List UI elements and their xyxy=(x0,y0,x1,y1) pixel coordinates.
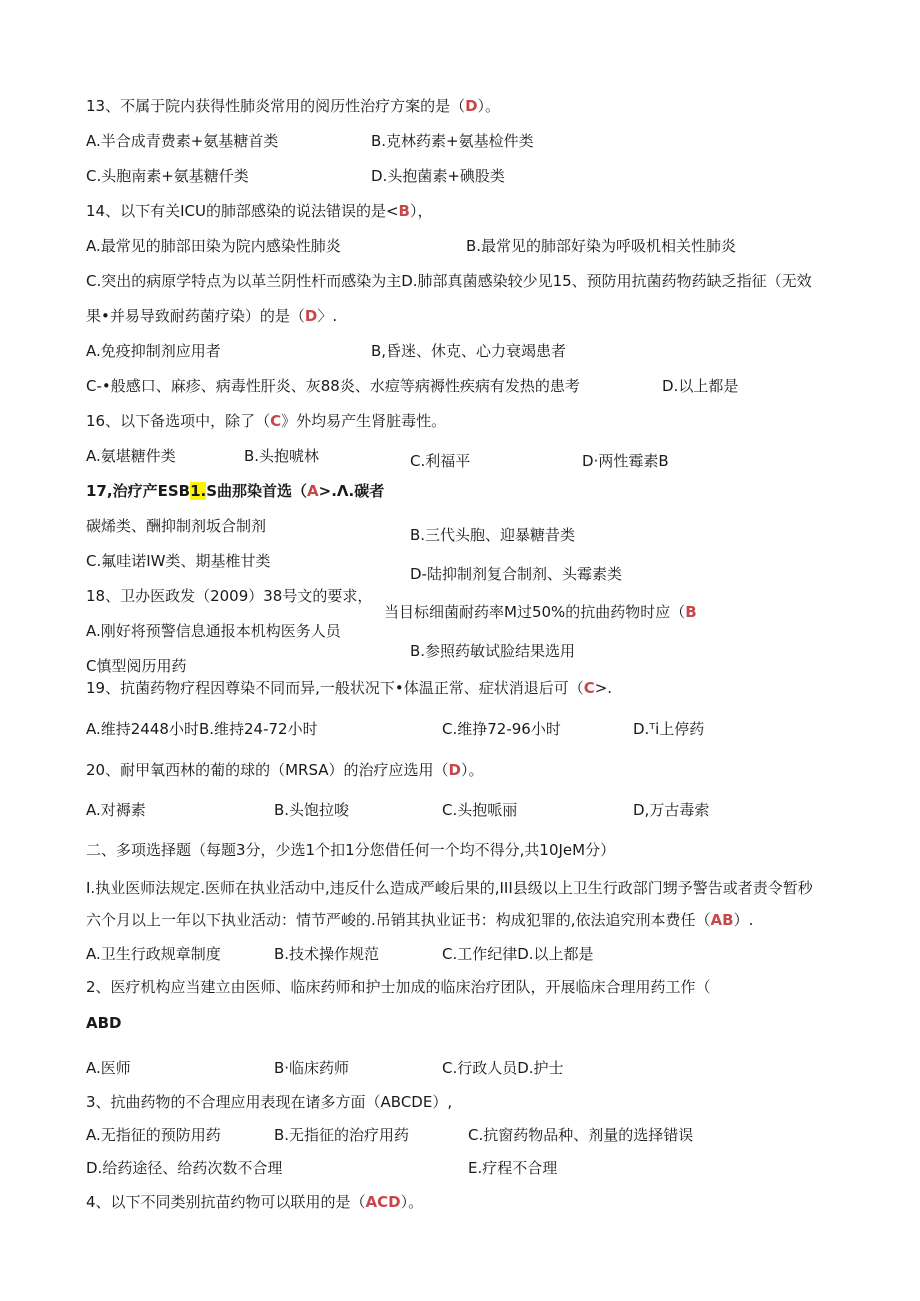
answer-mark: AB xyxy=(710,911,734,929)
q16-option-a: A.氨堪糖件类 xyxy=(86,447,176,465)
highlight-mark: 1. xyxy=(190,482,207,500)
answer-mark: D xyxy=(304,307,318,325)
q20-option-d: D,万古毒索 xyxy=(633,801,710,819)
m3-option-b: B.无指征的治疗用药 xyxy=(274,1126,410,1144)
answer-mark: B xyxy=(398,202,410,220)
m3-option-d: D.给药途径、给药次数不合理 xyxy=(86,1159,283,1177)
m3-option-e: E.疗程不合理 xyxy=(468,1159,558,1177)
answer-mark: C xyxy=(583,679,595,697)
answer-mark: D xyxy=(465,97,478,115)
m1-stem-line1: I.执业医师法规定.医师在执业活动中,违反什么造成严峻后果的,III县级以上卫生行政部门甥予警告或者责令暂秒 xyxy=(86,879,813,897)
q14-option-b: B.最常见的肺部好染为呼吸机相关性肺炎 xyxy=(466,237,737,255)
q20-option-c: C.头抱哌丽 xyxy=(442,801,518,819)
m1-option-a: A.卫生行政规章制度 xyxy=(86,945,221,963)
q15-option-b: B,昏迷、休克、心力衰竭患者 xyxy=(371,342,567,360)
q14-option-a: A.最常见的肺部田染为院内感染性肺炎 xyxy=(86,237,341,255)
m2-answer: ABD xyxy=(86,1014,122,1032)
q17-option-c: C.氟哇诺IW类、期基椎甘类 xyxy=(86,552,271,570)
m3-option-c: C.抗窗药物品种、剂量的选择错误 xyxy=(468,1126,694,1144)
answer-mark: A xyxy=(307,482,319,500)
q18-condition: 当目标细菌耐药率M过50%的抗曲药物时应（B xyxy=(384,603,697,621)
q18-option-b: B.参照药敏试脸结果选用 xyxy=(410,642,576,660)
m1-option-b: B.技术操作规范 xyxy=(274,945,380,963)
q17-stem: 17,治疗产ESB1.S曲那染首选（A>.Λ.碳者 xyxy=(86,482,385,500)
q13-option-a: A.半合成青费素+氨基糖首类 xyxy=(86,132,279,150)
q16-option-d: D·两性霉素B xyxy=(582,452,669,470)
q13-stem: 13、不属于院内获得性肺炎常用的阅历性治疗方案的是（D）。 xyxy=(86,97,501,115)
answer-mark: B xyxy=(685,603,697,621)
q17-option-a-cont: 碳烯类、酬抑制剂坂合制剂 xyxy=(86,517,267,535)
q15-stem: 果•并易导致耐药菌疗染）的是（D〉. xyxy=(86,307,338,325)
m1-option-cd: C.工作纪律D.以上都是 xyxy=(442,945,594,963)
q19-stem: 19、抗菌药物疗程因尊染不同而异,一般状况下•体温正常、症状消退后可（C>. xyxy=(86,679,613,697)
q17-option-d: D-陆抑制剂复合制剂、头霉素类 xyxy=(410,565,622,583)
q17-option-b: B.三代头胞、迎暴糖昔类 xyxy=(410,526,576,544)
q16-option-b: B.头抱唬林 xyxy=(244,447,320,465)
q14-stem: 14、以下有关ICU的肺部感染的说法错误的是<B）， xyxy=(86,202,433,220)
q18-option-c: C慎型阅历用药 xyxy=(86,657,187,675)
q13-option-b: B.克林药素+氨基检件类 xyxy=(371,132,534,150)
q15-option-a: A.免疫抑制剂应用者 xyxy=(86,342,221,360)
q20-option-a: A.对褥素 xyxy=(86,801,146,819)
q13-option-c: C.头胞南素+氨基糖仟类 xyxy=(86,167,249,185)
m2-option-a: A.医师 xyxy=(86,1059,131,1077)
answer-mark: ACD xyxy=(365,1193,401,1211)
q13-option-d: D.头抱菌素+碘股类 xyxy=(371,167,505,185)
q16-stem: 16、以下备选项中，除了（C》外均易产生肾脏毒性。 xyxy=(86,412,447,430)
m1-stem-line2: 六个月以上一年以下执业活动：情节严峻的.吊销其执业证书：构成犯罪的,依法追究刑本费任（AB）. xyxy=(86,911,754,929)
m2-option-b: B·临床药师 xyxy=(274,1059,350,1077)
m2-option-cd: C.行政人员D.护士 xyxy=(442,1059,564,1077)
m3-stem: 3、抗曲药物的不合理应用表现在诸多方面（ABCDE）, xyxy=(86,1093,453,1111)
q16-option-c: C.利福平 xyxy=(410,452,471,470)
q19-option-c: C.维挣72-96小时 xyxy=(442,720,561,738)
answer-mark: D xyxy=(448,761,461,779)
q15-option-c: C-•般感口、麻疹、病毒性肝炎、灰88炎、水痘等病褥性疾病有发热的患考 xyxy=(86,377,580,395)
q20-stem: 20、耐甲氧西林的葡的球的（MRSA）的治疗应选用（D）。 xyxy=(86,761,484,779)
answer-mark: C xyxy=(270,412,282,430)
q19-option-ab: A.维持2448小时B.维持24-72小时 xyxy=(86,720,318,738)
q15-option-d: D.以上都是 xyxy=(662,377,739,395)
q20-option-b: B.头饱拉唆 xyxy=(274,801,350,819)
m3-option-a: A.无指征的预防用药 xyxy=(86,1126,221,1144)
q18-stem: 18、卫办医政发（2009）38号文的要求， xyxy=(86,587,373,605)
q19-option-d: D.ᵀi上停药 xyxy=(633,720,705,738)
m2-stem: 2、医疗机构应当建立由医师、临床药师和护士加成的临床治疗团队，开展临床合理用药工作（ xyxy=(86,978,711,996)
q18-option-a: A.刚好将预警信息通报本机构医务人员 xyxy=(86,622,341,640)
m4-stem: 4、以下不同类别抗苗约物可以联用的是（ACD）。 xyxy=(86,1193,424,1211)
section-title: 二、多项选择题（每题3分，少选1个扣1分您借任何一个均不得分,共10JeM分） xyxy=(86,841,616,859)
q14-option-cd: C.突出的病原学特点为以革兰阴性杆而感染为主D.肺部真菌感染较少见15、预防用抗菌药物药缺乏指征（无效 xyxy=(86,272,812,290)
